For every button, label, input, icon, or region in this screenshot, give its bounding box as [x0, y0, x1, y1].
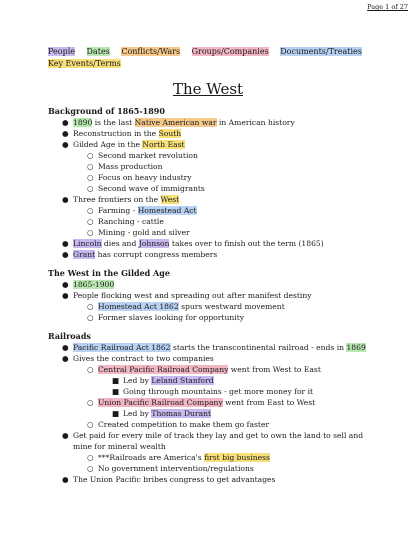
list-subitem: ○ Former slaves looking for opportunity [87, 313, 245, 322]
square-bullet-icon: ■ [112, 387, 120, 396]
list-subitem: ○ Central Pacific Railroad Company went from West to East [87, 365, 321, 374]
legend-documents: Documents/Treaties [280, 47, 362, 56]
list-subitem: ○ ***Railroads are America's first big business [87, 453, 270, 462]
square-bullet-icon: ■ [112, 376, 120, 385]
list-subitem: ○ Created competition to make them go faster [87, 420, 270, 429]
list-item: ● Gives the contract to two companies [62, 354, 214, 363]
bullet-icon: ● [62, 140, 69, 149]
bullet-icon: ● [62, 354, 69, 363]
list-item: ● People flocking west and spreading out after manifest destiny [62, 291, 312, 300]
square-bullet-icon: ■ [112, 409, 120, 418]
section-heading-gilded-age: The West in the Gilded Age [48, 268, 170, 278]
list-subsubitem: ■ Going through mountains - get more money for it [112, 387, 314, 396]
list-subsubitem: ■ Led by Leland Stanford [112, 376, 214, 385]
hollow-bullet-icon: ○ [87, 173, 94, 182]
legend-groups: Groups/Companies [191, 47, 269, 56]
list-item: ● The Union Pacific bribes congress to get advantages [62, 475, 276, 484]
list-subitem: ○ Farming - Homestead Act [87, 206, 197, 215]
bullet-icon: ● [62, 118, 69, 127]
page-title: The West [172, 80, 244, 98]
legend-conflicts: Conflicts/Wars [121, 47, 181, 56]
hollow-bullet-icon: ○ [87, 228, 94, 237]
list-item: ● Pacific Railroad Act 1862 starts the transcontinental railroad - ends in 1869 [62, 343, 366, 352]
bullet-icon: ● [62, 195, 69, 204]
page-number: Page 1 of 27 [367, 3, 408, 11]
hollow-bullet-icon: ○ [87, 313, 94, 322]
bullet-icon: ● [62, 250, 69, 259]
bullet-icon: ● [62, 431, 69, 440]
color-legend [48, 46, 378, 70]
hollow-bullet-icon: ○ [87, 217, 94, 226]
bullet-icon: ● [62, 291, 69, 300]
section-heading-railroads: Railroads [48, 331, 91, 341]
hollow-bullet-icon: ○ [87, 464, 94, 473]
list-item: ● Three frontiers on the West [62, 195, 180, 204]
list-item: ● Reconstruction in the South [62, 129, 182, 138]
bullet-icon: ● [62, 239, 69, 248]
section-heading-background: Background of 1865-1890 [48, 106, 165, 116]
bullet-icon: ● [62, 129, 69, 138]
list-item: ● 1865-1900 [62, 280, 115, 289]
hollow-bullet-icon: ○ [87, 365, 94, 374]
list-subitem: ○ Second wave of immigrants [87, 184, 205, 193]
list-subitem: ○ No government intervention/regulations [87, 464, 254, 473]
list-subsubitem: ■ Led by Thomas Durant [112, 409, 212, 418]
list-subitem: ○ Ranching - cattle [87, 217, 164, 226]
hollow-bullet-icon: ○ [87, 302, 94, 311]
hollow-bullet-icon: ○ [87, 162, 94, 171]
legend-key-events: Key Events/Terms [48, 59, 121, 68]
notes-body [48, 106, 378, 485]
list-subitem: ○ Union Pacific Railroad Company went from East to West [87, 398, 316, 407]
hollow-bullet-icon: ○ [87, 398, 94, 407]
bullet-icon: ● [62, 280, 69, 289]
list-item: ● Grant has corrupt congress members [62, 250, 218, 259]
bullet-icon: ● [62, 475, 69, 484]
hollow-bullet-icon: ○ [87, 420, 94, 429]
hollow-bullet-icon: ○ [87, 453, 94, 462]
list-item: ● Lincoln dies and Johnson takes over to finish out the term (1865) [62, 239, 324, 248]
bullet-icon: ● [62, 343, 69, 352]
list-subitem: ○ Mining - gold and silver [87, 228, 190, 237]
hollow-bullet-icon: ○ [87, 206, 94, 215]
hollow-bullet-icon: ○ [87, 184, 94, 193]
hollow-bullet-icon: ○ [87, 151, 94, 160]
legend-dates: Dates [86, 47, 110, 56]
list-subitem: ○ Homestead Act 1862 spurs westward movement [87, 302, 285, 311]
list-item: ● Gilded Age in the North East [62, 140, 185, 149]
list-item: ● Get paid for every mile of track they lay and get to own the land to sell and mine for mineral wealth [62, 431, 364, 451]
list-subitem: ○ Focus on heavy industry [87, 173, 192, 182]
list-item: ● 1890 is the last Native American war in American history [62, 118, 295, 127]
list-subitem: ○ Mass production [87, 162, 163, 171]
list-subitem: ○ Second market revolution [87, 151, 198, 160]
legend-people: People [48, 47, 75, 56]
